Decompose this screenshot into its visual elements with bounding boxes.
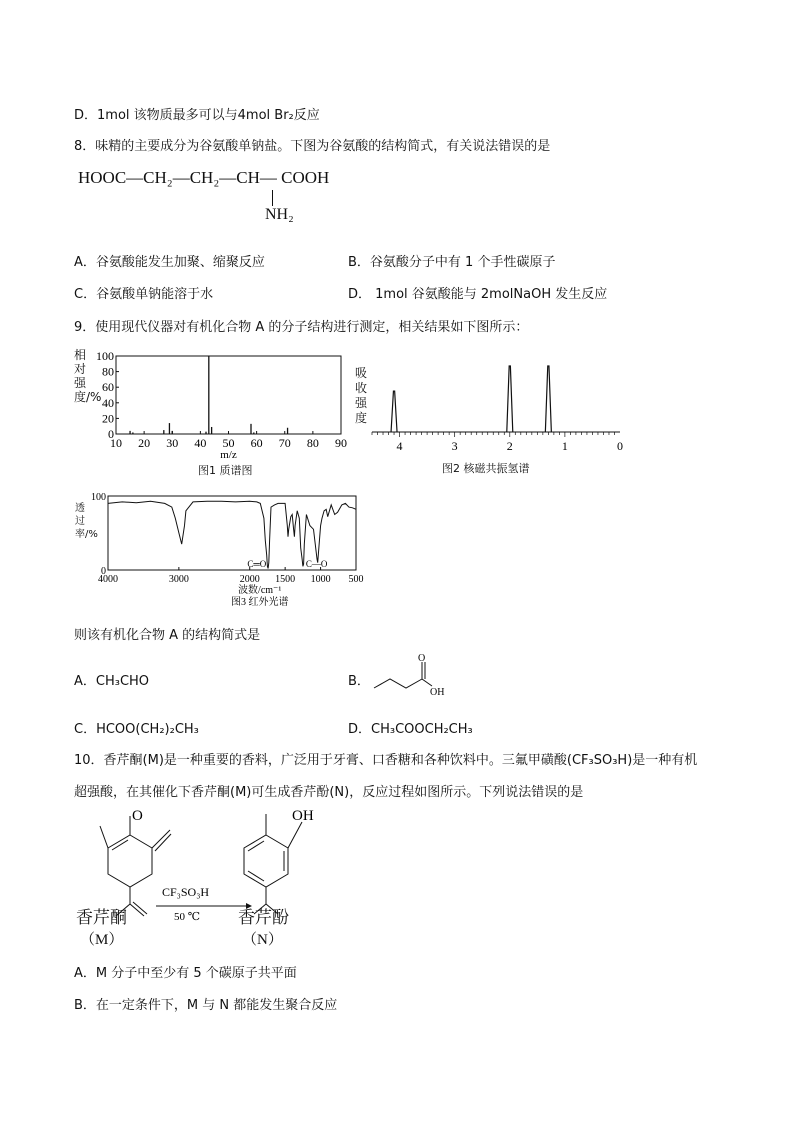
fig1-frame — [116, 356, 341, 434]
butanoic-acid-structure — [370, 652, 450, 697]
fig2-peak — [507, 366, 513, 432]
fig2-nmr-spectrum — [368, 360, 630, 460]
carvacrol-oh-label: OH — [292, 808, 314, 824]
acid-oh-label: OH — [430, 687, 445, 697]
q9-option-a: A．CH₃CHO — [74, 674, 150, 689]
fig1-ytick-label: 60 — [102, 380, 114, 395]
carvacrol-name: 香芹酚 — [238, 908, 289, 927]
fig2-xtick-label: 1 — [561, 439, 568, 453]
carvacrol-tag: （N） — [242, 932, 283, 948]
q7-option-d: D．1mol 该物质最多可以与4mol Br₂反应 — [74, 108, 320, 123]
fig1-xtick-label: 70 — [278, 436, 291, 450]
q9-option-d: D．CH₃COOCH₂CH₃ — [348, 722, 473, 737]
fig3-xtick-label: 3000 — [168, 574, 189, 585]
glutamic-acid-formula — [78, 168, 329, 188]
fig1-ytick-label: 40 — [102, 395, 114, 410]
fig1-ylabel: 相对强度/% — [74, 348, 102, 404]
carvacrol-structure — [244, 808, 314, 914]
carvone-tag: （M） — [80, 932, 124, 948]
q8-option-b: B．谷氨酸分子中有 1 个手性碳原子 — [348, 255, 556, 270]
fig2-xtick-label: 3 — [451, 439, 458, 453]
q8-option-c: C．谷氨酸单钠能溶于水 — [74, 287, 214, 302]
condition-label: 50 ℃ — [174, 911, 201, 923]
fig1-ytick-label: 80 — [102, 364, 114, 379]
fig1-ytick-label: 100 — [96, 349, 114, 363]
q10-option-a: A．M 分子中至少有 5 个碳原子共平面 — [74, 966, 297, 981]
fig3-annotation-co-single: C—O — [305, 559, 328, 569]
fig1-xlabel: m/z — [220, 449, 237, 461]
formula-main: HOOC—CH₂—CH₂—CH— COOH — [78, 168, 330, 187]
fig1-xtick-label: 50 — [222, 436, 235, 450]
acid-o-label: O — [418, 653, 426, 664]
fig1-xtick-label: 80 — [306, 436, 319, 450]
fig1-mass-spectrum — [86, 344, 356, 474]
fig1-xtick-label: 10 — [110, 436, 122, 450]
fig3-annotation-co-double: C═O — [247, 559, 267, 569]
q10-stem-line1: 10．香芹酮(M)是一种重要的香料，广泛用于牙膏、口香糖和各种饮料中。三氟甲磺酸(CF₃SO₃H)是一种有机 — [74, 753, 698, 768]
fig2-xtick-label: 0 — [617, 439, 623, 453]
fig1-xtick-label: 60 — [250, 436, 263, 450]
fig2-peak — [545, 366, 551, 432]
carvone-name: 香芹酮 — [76, 908, 127, 927]
fig3-ytick-label: 0 — [101, 566, 106, 577]
q9-tail: 则该有机化合物 A 的结构简式是 — [74, 628, 261, 643]
fig3-xtick-label: 500 — [348, 574, 364, 585]
fig2-peak — [391, 391, 397, 432]
fig2-ylabel: 吸收强度 — [355, 366, 368, 425]
fig2-xtick-label: 2 — [506, 439, 513, 453]
fig3-xtick-label: 1000 — [310, 574, 331, 585]
fig1-caption: 图1 质谱图 — [198, 464, 253, 477]
formula-nh2: NH₂ — [265, 206, 294, 223]
q10-stem-line2: 超强酸，在其催化下香芹酮(M)可生成香芹酚(N)，反应过程如图所示。下列说法错误的是 — [74, 785, 584, 800]
fig1-ytick-label: 0 — [108, 427, 114, 441]
carvone-o-label: O — [132, 808, 143, 824]
fig3-xlabel: 波数/cm⁻¹ — [238, 585, 282, 596]
reagent-label: CF₃SO₃H — [162, 885, 210, 899]
fig1-xtick-label: 30 — [166, 436, 179, 450]
q9-stem: 9．使用现代仪器对有机化合物 A 的分子结构进行测定，相关结果如下图所示： — [74, 320, 529, 335]
fig1-xtick-label: 20 — [138, 436, 151, 450]
q9-option-c: C．HCOO(CH₂)₂CH₃ — [74, 722, 199, 737]
fig3-ylabel: 透过率/% — [75, 503, 98, 540]
q8-stem: 8．味精的主要成分为谷氨酸单钠盐。下图为谷氨酸的结构简式，有关说法错误的是 — [74, 139, 551, 154]
fig1-ytick-label: 20 — [102, 411, 114, 426]
fig1-xtick-label: 90 — [335, 436, 347, 450]
fig2-caption: 图2 核磁共振氢谱 — [442, 462, 530, 475]
fig1-xtick-label: 40 — [194, 436, 207, 450]
fig3-xtick-label: 1500 — [275, 574, 296, 585]
q8-option-d: D． 1mol 谷氨酸能与 2molNaOH 发生反应 — [348, 287, 608, 302]
q8-option-a: A．谷氨酸能发生加聚、缩聚反应 — [74, 255, 265, 270]
fig3-ir-spectrum — [86, 488, 364, 613]
fig3-xtick-label: 2000 — [239, 574, 260, 585]
carvone-structure — [100, 808, 171, 916]
fig2-xtick-label: 4 — [396, 439, 403, 453]
fig3-ytick-label: 100 — [91, 492, 106, 503]
q9-option-b: B． — [348, 674, 370, 689]
formula-bond — [272, 190, 273, 206]
fig3-xtick-label: 4000 — [98, 574, 118, 585]
fig3-caption: 图3 红外光谱 — [230, 597, 289, 608]
q10-option-b: B．在一定条件下，M 与 N 都能发生聚合反应 — [74, 998, 338, 1013]
